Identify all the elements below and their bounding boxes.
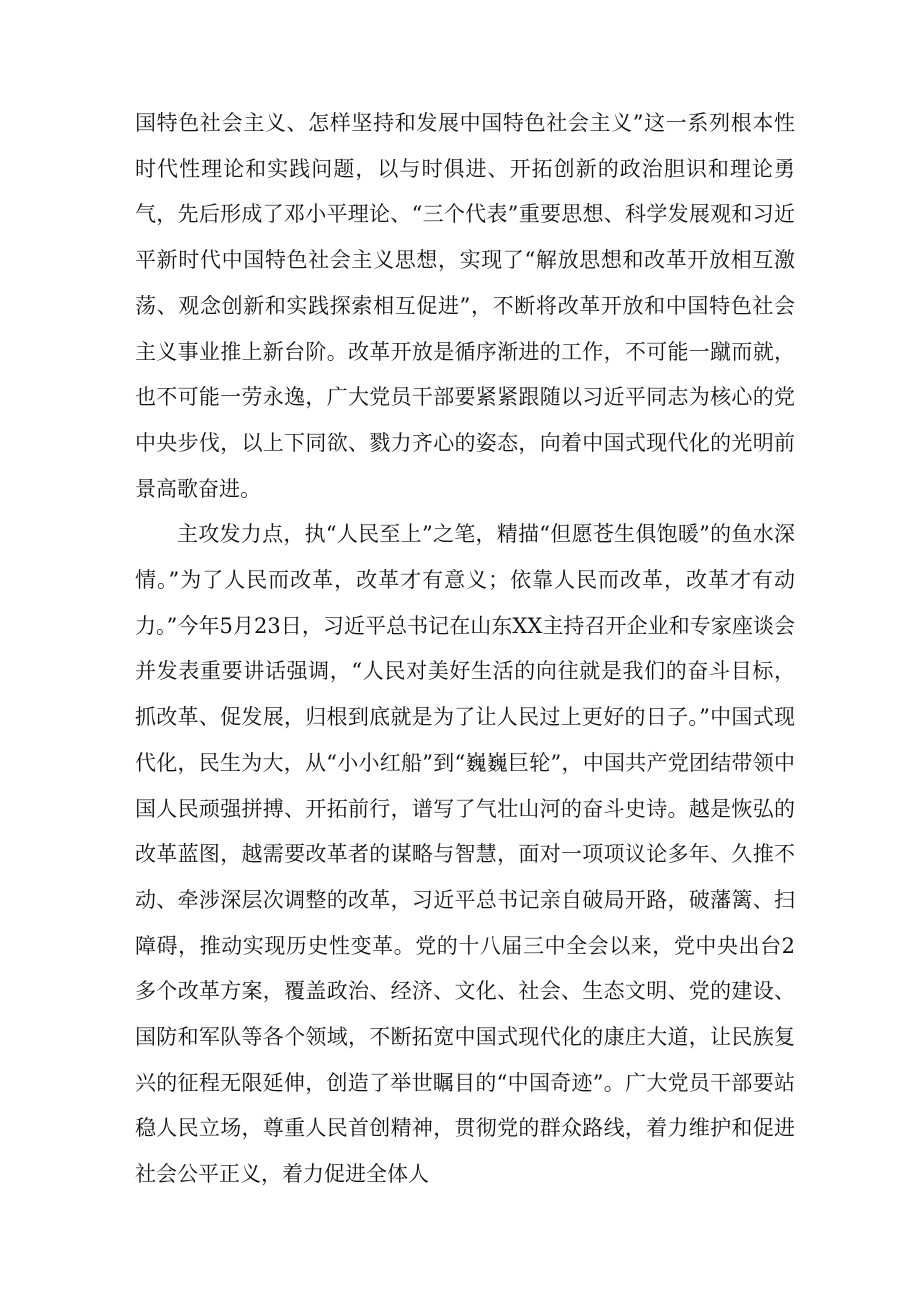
paragraph-continuation: 国特色社会主义、怎样坚持和发展中国特色社会主义”这一系列根本性时代性理论和实践问题，以与时俱进、开拓创新的政治胆识和理论勇气，先后形成了邓小平理论、“三个代表”重要思想、科学发展观和习近平新时代中国特色社会主义思想，实现了“解放思想和改革开放相互激荡、观念创新和实践探索相互促进”，不断将改革开放和中国特色社会主义事业推上新台阶。改革开放是循序渐进的工作，不可能一蹴而就，也不可能一劳永逸，广大党员干部要紧紧跟随以习近平同志为核心的党中央步伐，以上下同欲、戮力齐心的姿态，向着中国式现代化的光明前景高歌奋进。 [135, 111, 795, 501]
body-text [135, 101, 795, 1198]
paragraph-main-attack-point: 主攻发力点，执“人民至上”之笔，精描“但愿苍生俱饱暖”的鱼水深情。”为了人民而改革，改革才有意义；依靠人民而改革，改革才有动力。”今年5月23日，习近平总书记在山东XX主持召开企业和专家座谈会并发表重要讲话强调，“人民对美好生活的向往就是我们的奋斗目标，抓改革、促发展，归根到底就是为了让人民过上更好的日子。”中国式现代化，民生为大，从“小小红船”到“巍巍巨轮”，中国共产党团结带领中国人民顽强拼搏、开拓前行，谱写了气壮山河的奋斗史诗。越是恢弘的改革蓝图，越需要改革者的谋略与智慧，面对一项项议论多年、久推不动、牵涉深层次调整的改革，习近平总书记亲自破局开路，破藩篱、扫障碍，推动实现历史性变革。党的十八届三中全会以来，党中央出台2多个改革方案，覆盖政治、经济、文化、社会、生态文明、党的建设、国防和军队等各个领域，不断拓宽中国式现代化的康庄大道，让民族复兴的征程无限延伸，创造了举世瞩目的“中国奇迹”。广大党员干部要站稳人民立场，尊重人民首创精神，贯彻党的群众路线，着力维护和促进社会公平正义，着力促进全体人 [135, 522, 795, 1187]
